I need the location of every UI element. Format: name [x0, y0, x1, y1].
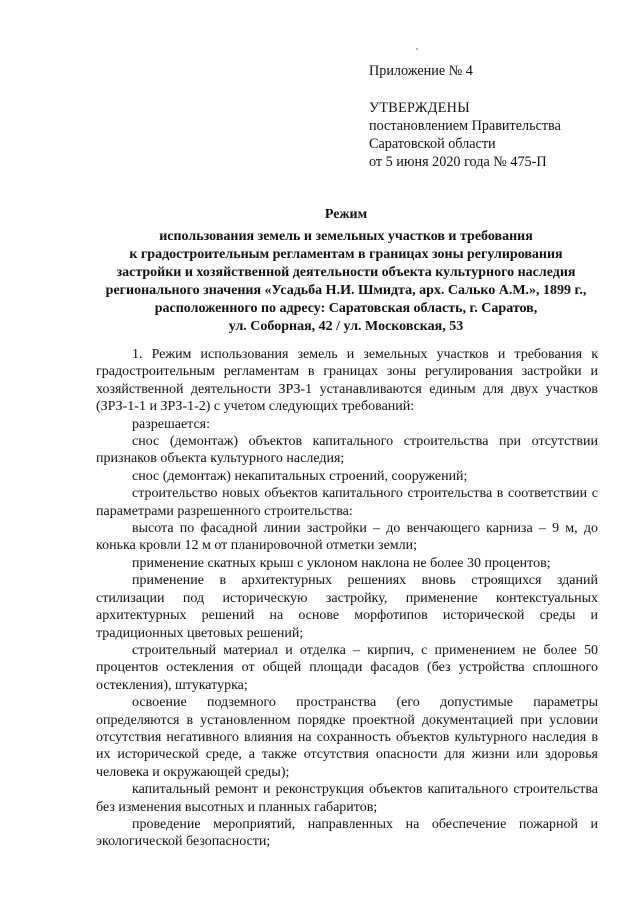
appendix-number: Приложение № 4: [369, 63, 473, 79]
title-line: использования земель и земельных участков и требования: [159, 229, 533, 244]
document-title: [96, 206, 596, 336]
approval-line: от 5 июня 2020 года № 475-П: [369, 154, 547, 170]
title-line: ул. Соборная, 42 / ул. Московская, 53: [228, 319, 464, 334]
document-body: [96, 346, 598, 851]
paragraph: проведение мероприятий, направленных на обеспечение пожарной и экологической безопасности;: [96, 816, 598, 850]
title-line: застройки и хозяйственной деятельности объекта культурного наследия: [116, 265, 576, 280]
paragraph: капитальный ремонт и реконструкция объектов капитального строительства без изменения высотных и планных габаритов;: [96, 782, 598, 815]
paragraph: применение в архитектурных решениях вновь строящихся зданий стилизации под историческую застройку, применение контекстуальных архитектурных решений на основе морфотипов исторической среды и традиционных цветовых решений;: [96, 573, 598, 641]
paragraph: снос (демонтаж) некапитальных строений, сооружений;: [132, 468, 468, 484]
title-line: к градостроительным регламентам в границах зоны регулирования: [129, 247, 563, 262]
paragraph: разрешается:: [132, 416, 210, 432]
paragraph: строительный материал и отделка – кирпич, с применением не более 50 процентов остекления от общей площади фасадов (без устройства сплошного остекления), штукатурка;: [96, 642, 598, 693]
approval-line: постановлением Правительства: [369, 118, 561, 134]
approved-label: УТВЕРЖДЕНЫ: [369, 100, 470, 116]
approval-block: [369, 62, 619, 171]
scan-artifact: [416, 48, 418, 50]
paragraph: 1. Режим использования земель и земельных участков и требования к градостроительным регламентам в границах зоны регулирования застройки и хозяйственной деятельности ЗРЗ-1 устанавливаются единым для двух участков (ЗРЗ-1-1 и ЗРЗ-1-2) с учетом следующих требований:: [96, 347, 598, 415]
paragraph: освоение подземного пространства (его допустимые параметры определяются в установленном порядке проектной документацией при условии отсутствия негативного влияния на сохранность объектов культурного наследия в их исторической среде, а также отсутствия опасности для жизни или здоровья человека и окружающей среды);: [96, 695, 598, 780]
paragraph: строительство новых объектов капитального строительства в соответствии с параметрами разрешенного строительства:: [96, 486, 598, 519]
paragraph: снос (демонтаж) объектов капитального строительства при отсутствии признаков объекта культурного наследия;: [96, 434, 598, 467]
title-line: регионального значения «Усадьба Н.И. Шмидта, арх. Салько А.М.», 1899 г.,: [105, 283, 587, 298]
approval-line: Саратовской области: [369, 136, 496, 152]
title-line: расположенного по адресу: Саратовская область, г. Саратов,: [154, 301, 538, 316]
paragraph: применение скатных крыш с уклоном наклона не более 30 процентов;: [132, 555, 551, 571]
paragraph: высота по фасадной линии застройки – до венчающего карниза – 9 м, до конька кровли 12 м от планировочной отметки земли;: [96, 521, 598, 554]
title-heading: Режим: [324, 207, 368, 222]
